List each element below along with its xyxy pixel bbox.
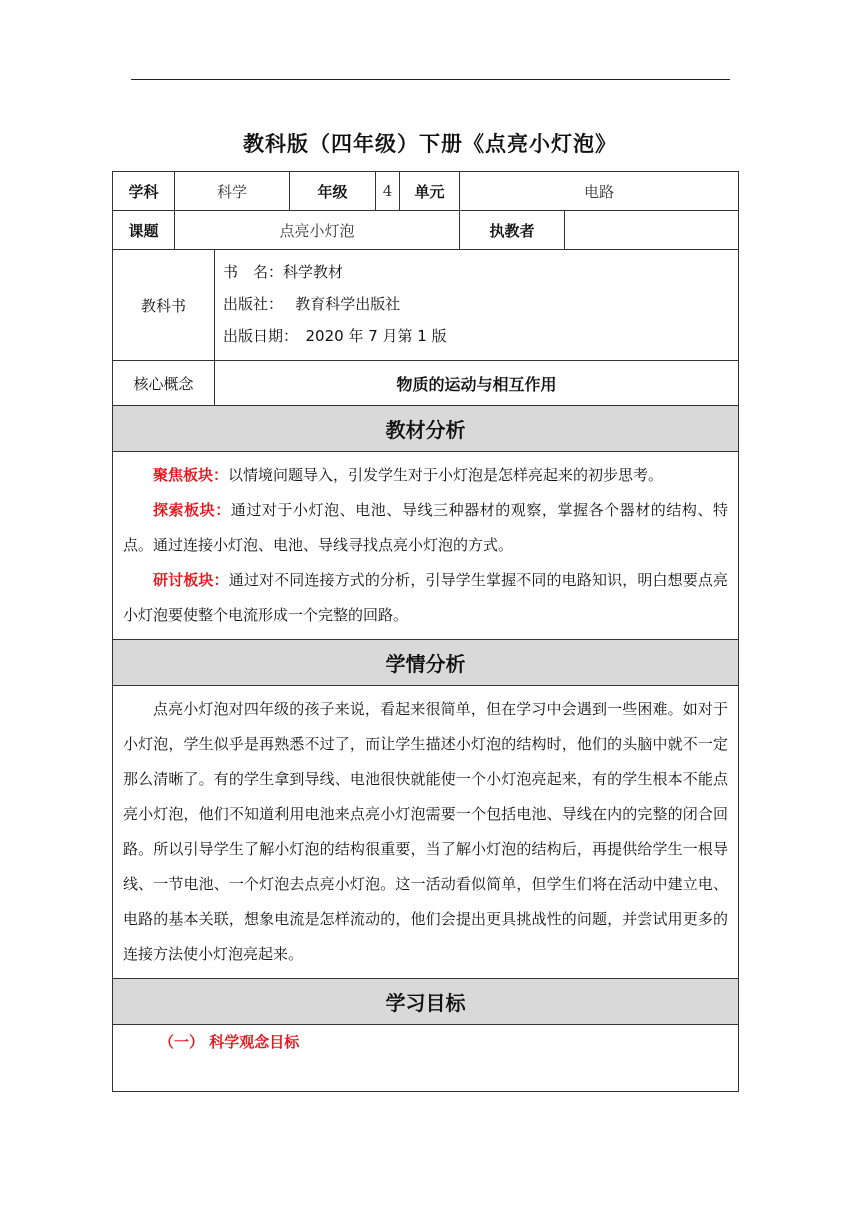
student-analysis-text: 点亮小灯泡对四年级的孩子来说，看起来很简单，但在学习中会遇到一些困难。如对于小灯泡，学生似乎是再熟悉不过了，而让学生描述小灯泡的结构时，他们的头脑中就不一定那么清晰了。有的学生拿到导线、电池很快就能使一个小灯泡亮起来，有的学生根本不能点亮小灯泡，他们不知道利用电池来点亮小灯泡需要一个包括电池、导线在内的完整的闭合回路。所以引导学生了解小灯泡的结构很重要，当了解小灯泡的结构后，再提供给学生一根导线、一节电池、一个灯泡去点亮小灯泡。这一活动看似简单，但学生们将在活动中建立电、电路的基本关联，想象电流是怎样流动的，他们会提出更具挑战性的问题，并尝试用更多的连接方法使小灯泡亮起来。	[123, 700, 729, 963]
learning-goals-body	[113, 1025, 739, 1092]
material-analysis-heading: 教材分析	[113, 406, 739, 452]
discuss-text: 通过对不同连接方式的分析，引导学生掌握不同的电路知识，明白想要点亮小灯泡要使整个电流形成一个完整的回路。	[123, 571, 729, 624]
explore-paragraph	[123, 493, 728, 563]
material-analysis-body	[113, 452, 739, 640]
page-title: 教科版（四年级）下册《点亮小灯泡》	[243, 132, 617, 156]
teacher-label: 执教者	[460, 211, 565, 250]
focus-paragraph	[123, 458, 728, 493]
student-analysis-body	[113, 686, 739, 979]
learning-goals-heading: 学习目标	[113, 979, 739, 1025]
discuss-tag: 研讨板块：	[153, 571, 229, 589]
subject-value: 科学	[175, 172, 290, 211]
focus-tag: 聚焦板块：	[153, 466, 229, 484]
focus-text: 以情境问题导入，引发学生对于小灯泡是怎样亮起来的初步思考。	[228, 466, 664, 484]
unit-value: 电路	[460, 172, 739, 211]
explore-tag: 探索板块：	[153, 501, 231, 519]
explore-text: 通过对于小灯泡、电池、导线三种器材的观察，掌握各个器材的结构、特点。通过连接小灯泡、电池、导线寻找点亮小灯泡的方式。	[123, 501, 729, 554]
subject-label: 学科	[113, 172, 175, 211]
grade-label: 年级	[290, 172, 376, 211]
grade-value: 4	[376, 172, 400, 211]
core-concept-label: 核心概念	[113, 361, 215, 406]
core-concept-value: 物质的运动与相互作用	[215, 361, 739, 406]
lesson-plan-table	[112, 171, 738, 1092]
discuss-paragraph	[123, 563, 728, 633]
teacher-value	[565, 211, 739, 250]
textbook-info	[215, 250, 739, 361]
textbook-label: 教科书	[113, 250, 215, 361]
textbook-publisher: 出版社： 教育科学出版社	[223, 295, 401, 313]
student-analysis-heading: 学情分析	[113, 640, 739, 686]
topic-label: 课题	[113, 211, 175, 250]
textbook-name: 书 名：科学教材	[223, 263, 344, 281]
header-rule	[131, 79, 730, 80]
textbook-date: 出版日期： 2020 年 7 月第 1 版	[223, 327, 447, 345]
topic-value: 点亮小灯泡	[175, 211, 460, 250]
science-concept-goal-heading: （一） 科学观念目标	[159, 1033, 300, 1051]
unit-label: 单元	[400, 172, 460, 211]
